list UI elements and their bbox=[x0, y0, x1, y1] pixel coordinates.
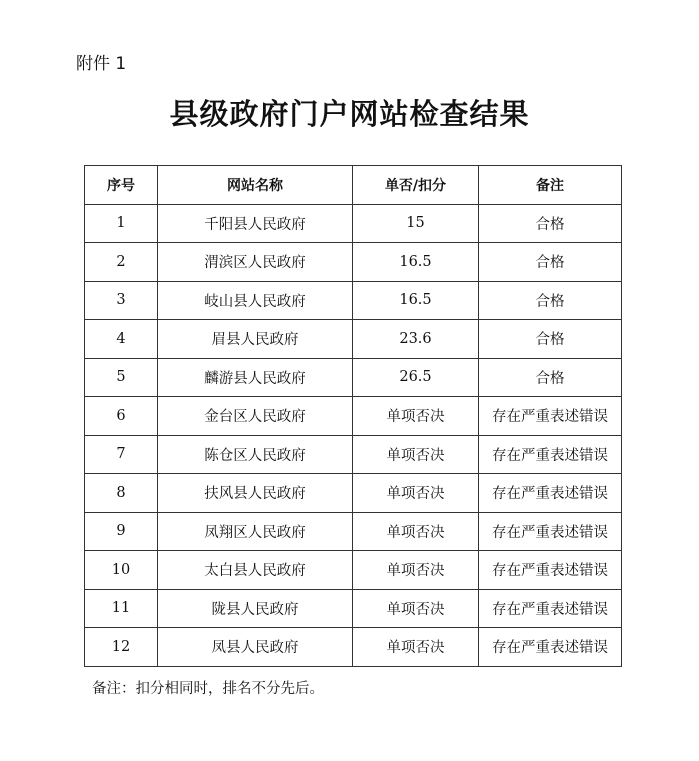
table-row bbox=[85, 358, 622, 397]
row-score: 单项否决 bbox=[353, 474, 479, 513]
row-score: 单项否决 bbox=[353, 628, 479, 667]
row-score: 16.5 bbox=[353, 243, 479, 282]
attachment-label: 附件 1 bbox=[76, 54, 127, 74]
row-site-name: 扶风县人民政府 bbox=[158, 474, 353, 513]
footnote: 备注：扣分相同时，排名不分先后。 bbox=[92, 681, 324, 697]
row-number: 11 bbox=[85, 589, 158, 628]
row-site-name: 金台区人民政府 bbox=[158, 397, 353, 436]
table-row bbox=[85, 474, 622, 513]
header-row bbox=[85, 166, 622, 205]
row-remark: 合格 bbox=[479, 281, 622, 320]
row-score: 单项否决 bbox=[353, 589, 479, 628]
row-score: 26.5 bbox=[353, 358, 479, 397]
row-remark: 存在严重表述错误 bbox=[479, 628, 622, 667]
header-remark: 备注 bbox=[479, 166, 622, 205]
document-title: 县级政府门户网站检查结果 bbox=[169, 97, 530, 131]
results-table bbox=[84, 165, 622, 667]
row-site-name: 眉县人民政府 bbox=[158, 320, 353, 359]
row-remark: 存在严重表述错误 bbox=[479, 397, 622, 436]
row-remark: 存在严重表述错误 bbox=[479, 474, 622, 513]
row-site-name: 麟游县人民政府 bbox=[158, 358, 353, 397]
row-site-name: 陇县人民政府 bbox=[158, 589, 353, 628]
row-number: 1 bbox=[85, 204, 158, 243]
table-row bbox=[85, 589, 622, 628]
row-site-name: 千阳县人民政府 bbox=[158, 204, 353, 243]
header-score: 单否/扣分 bbox=[353, 166, 479, 205]
row-remark: 合格 bbox=[479, 243, 622, 282]
table-row bbox=[85, 281, 622, 320]
row-remark: 存在严重表述错误 bbox=[479, 512, 622, 551]
table-row bbox=[85, 397, 622, 436]
row-remark: 存在严重表述错误 bbox=[479, 551, 622, 590]
row-number: 9 bbox=[85, 512, 158, 551]
row-number: 3 bbox=[85, 281, 158, 320]
row-site-name: 渭滨区人民政府 bbox=[158, 243, 353, 282]
row-score: 16.5 bbox=[353, 281, 479, 320]
table-header bbox=[85, 166, 622, 205]
row-number: 7 bbox=[85, 435, 158, 474]
row-site-name: 凤翔区人民政府 bbox=[158, 512, 353, 551]
row-score: 单项否决 bbox=[353, 435, 479, 474]
table-body bbox=[85, 204, 622, 666]
header-site-name: 网站名称 bbox=[158, 166, 353, 205]
row-site-name: 凤县人民政府 bbox=[158, 628, 353, 667]
table-row bbox=[85, 551, 622, 590]
row-number: 4 bbox=[85, 320, 158, 359]
row-remark: 合格 bbox=[479, 204, 622, 243]
table-row bbox=[85, 243, 622, 282]
header-number: 序号 bbox=[85, 166, 158, 205]
row-score: 15 bbox=[353, 204, 479, 243]
row-remark: 合格 bbox=[479, 358, 622, 397]
row-number: 2 bbox=[85, 243, 158, 282]
row-site-name: 陈仓区人民政府 bbox=[158, 435, 353, 474]
table-row bbox=[85, 435, 622, 474]
row-remark: 合格 bbox=[479, 320, 622, 359]
row-remark: 存在严重表述错误 bbox=[479, 435, 622, 474]
row-number: 8 bbox=[85, 474, 158, 513]
table-row bbox=[85, 628, 622, 667]
row-score: 单项否决 bbox=[353, 397, 479, 436]
row-number: 6 bbox=[85, 397, 158, 436]
table-row bbox=[85, 512, 622, 551]
row-score: 单项否决 bbox=[353, 551, 479, 590]
row-number: 10 bbox=[85, 551, 158, 590]
table-row bbox=[85, 320, 622, 359]
row-number: 5 bbox=[85, 358, 158, 397]
table-row bbox=[85, 204, 622, 243]
row-site-name: 太白县人民政府 bbox=[158, 551, 353, 590]
row-number: 12 bbox=[85, 628, 158, 667]
row-remark: 存在严重表述错误 bbox=[479, 589, 622, 628]
row-site-name: 岐山县人民政府 bbox=[158, 281, 353, 320]
row-score: 单项否决 bbox=[353, 512, 479, 551]
row-score: 23.6 bbox=[353, 320, 479, 359]
